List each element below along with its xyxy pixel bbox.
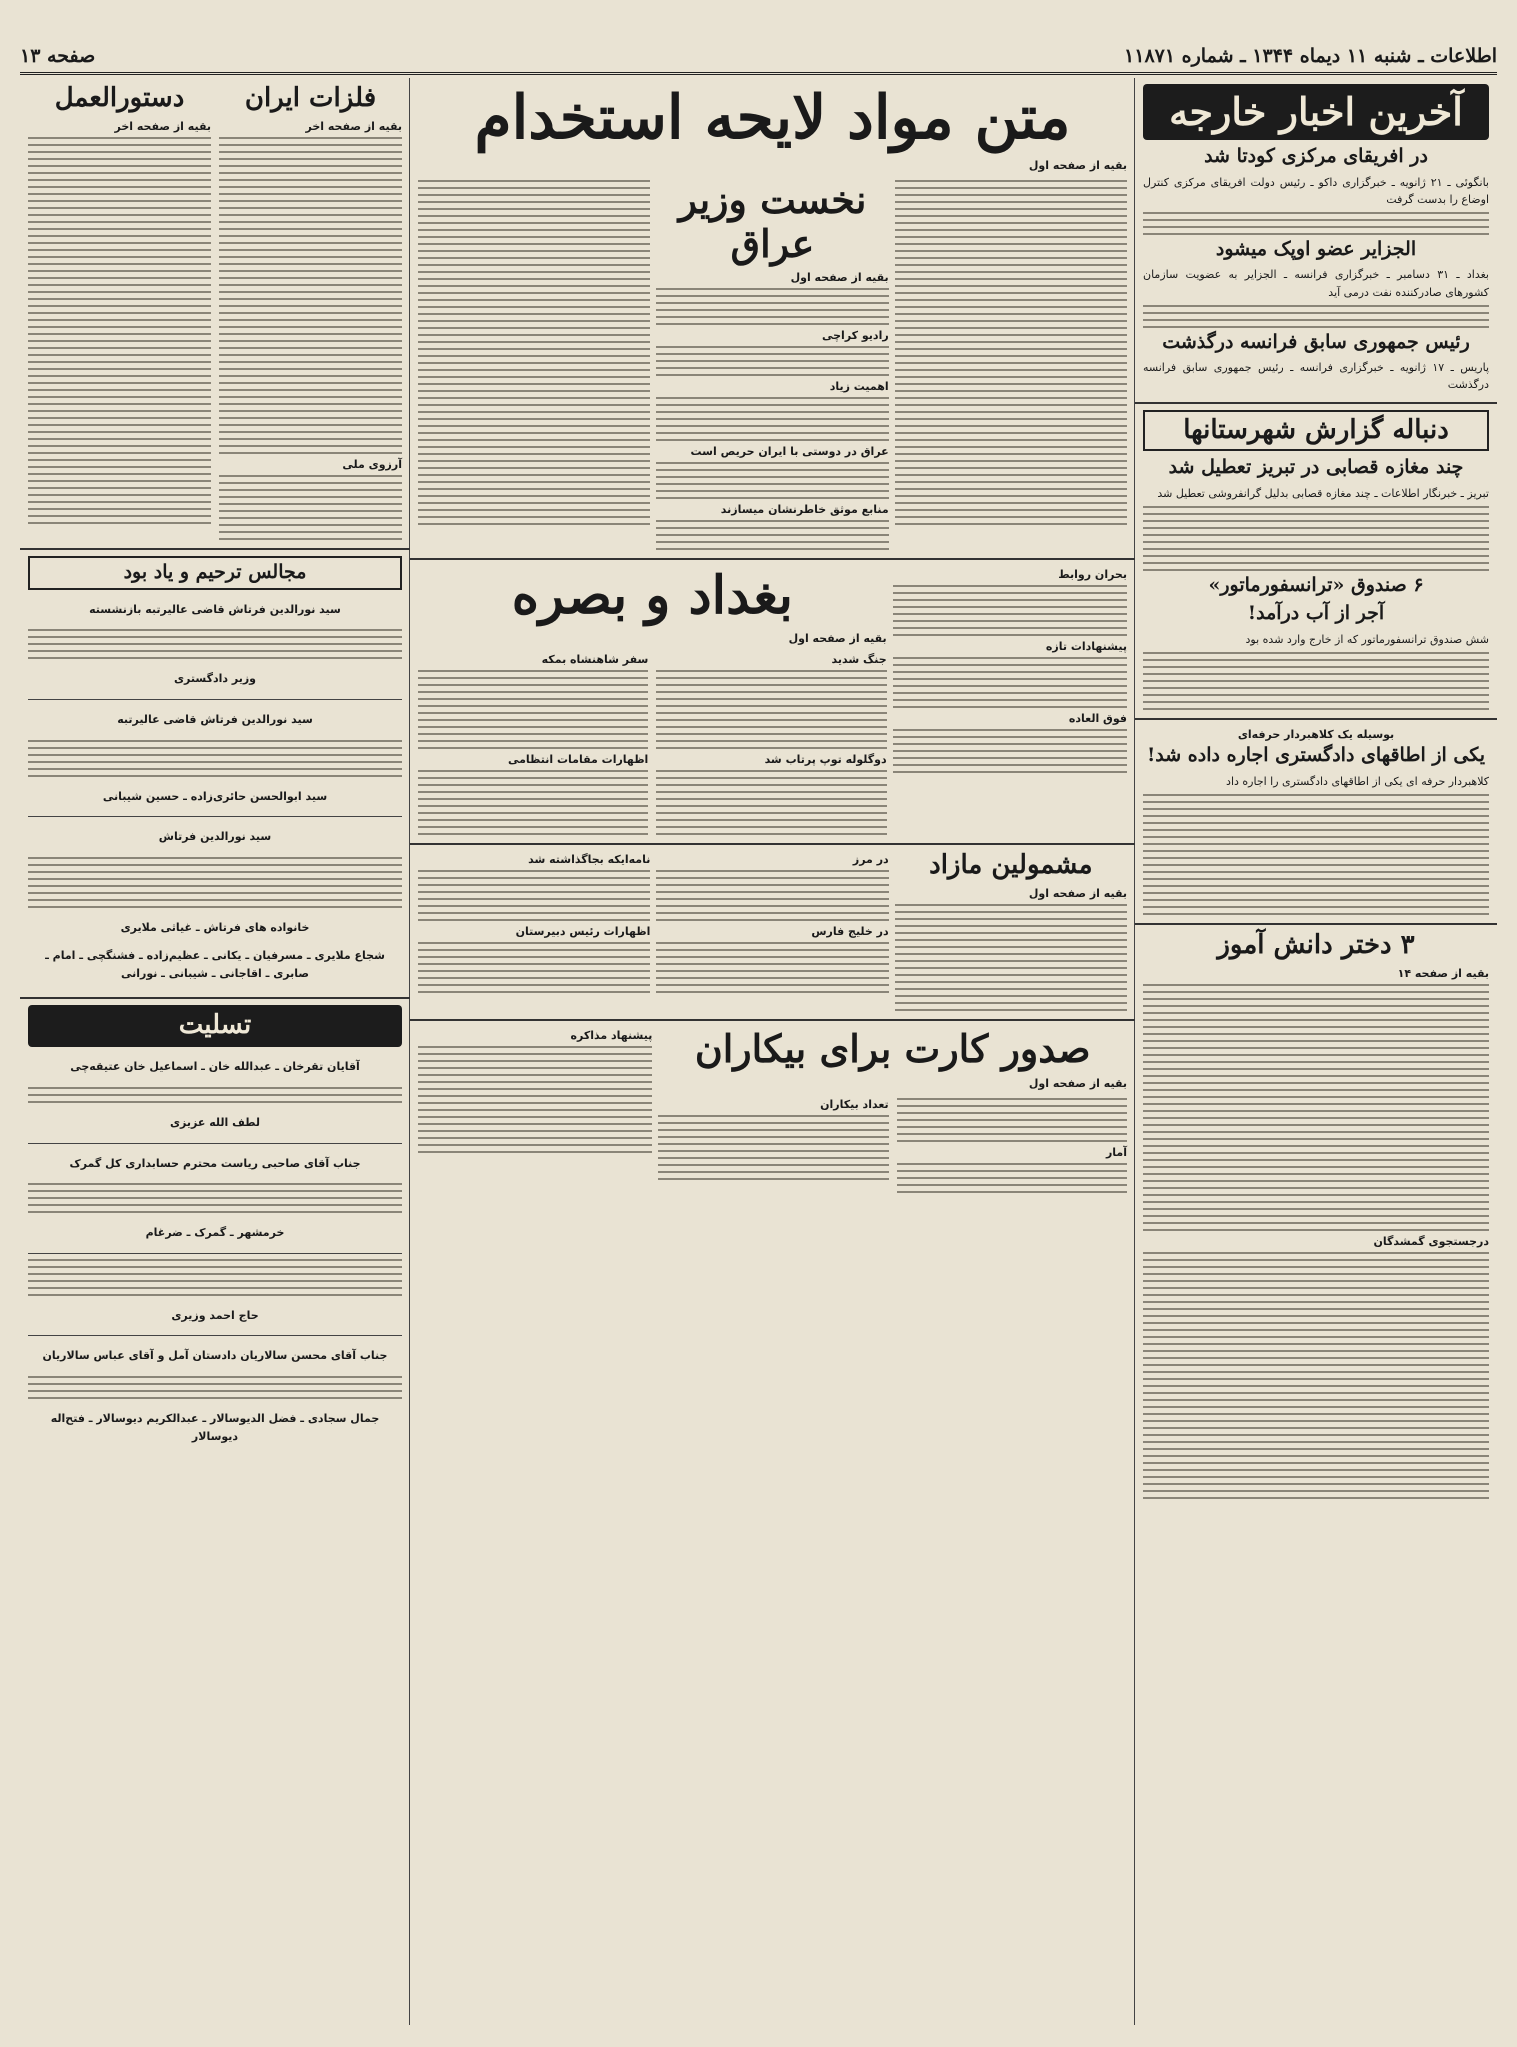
subhead-left-letter: نامه‌ایکه بجاگذاشته شد	[528, 853, 651, 867]
city-reports-header: دنباله گزارش شهرستانها	[1143, 410, 1489, 452]
continued-note: بقیه از صفحه اول	[788, 632, 887, 646]
headline-surplus-conscripts: مشمولین مازاد	[929, 850, 1093, 881]
subhead-reliable-sources: منابع موثق خاطرنشان میسازند	[720, 503, 889, 517]
subhead-two-shells: دوگلوله توپ پرتاب شد	[764, 753, 887, 767]
headline-court-room-rented: یکی از اطاقهای دادگستری اجاره داده شد!	[1146, 744, 1486, 767]
text-lines	[656, 462, 888, 499]
text-lines	[656, 870, 888, 921]
page-number: صفحه ۱۳	[20, 45, 96, 67]
text-lines	[418, 1046, 652, 1153]
subhead-principal: اظهارات رئیس دبیرستان	[515, 925, 651, 939]
subhead-heavy-fighting: جنگ شدید	[831, 653, 887, 667]
text-lines	[895, 180, 1127, 550]
article-court-room: کلاهبردار حرفه ای یکی از اطاقهای دادگستری را اجاره داد	[1226, 774, 1489, 788]
text-lines	[656, 346, 888, 376]
headline-iraq-pm: نخست وزیر عراق	[678, 177, 867, 266]
condolence-names: آقایان تقرخان ـ عبدالله خان ـ اسماعیل خان عتیقه‌چی	[70, 1060, 360, 1074]
text-lines	[895, 904, 1127, 1011]
headline-transformer: ۶ صندوق «ترانسفورماتور»	[1208, 574, 1424, 597]
subhead-stats: آمار	[1105, 1145, 1127, 1159]
text-lines	[28, 1087, 402, 1103]
memorial-notice-2: سید نورالدین فرتاش قاضی عالیرتبه	[117, 712, 313, 726]
headline-three-schoolgirls: ۳ دختر دانش آموز	[1217, 929, 1415, 960]
notice-2-signature: حاج احمد وزیری	[171, 1308, 259, 1322]
continued-note: بقیه از صفحه ۱۴	[1397, 966, 1489, 980]
kicker-fraudster: بوسیله یک کلاهبردار حرفه‌ای	[1237, 728, 1395, 742]
text-lines	[219, 475, 402, 540]
headline-employment-bill: متن مواد لایحه استخدام	[474, 83, 1071, 153]
condolence-header: تسلیت	[28, 1005, 402, 1047]
subhead-persian-gulf: در خلیج فارس	[811, 925, 889, 939]
families-list: شجاع ملایری ـ مسرفیان ـ یکانی ـ عظیم‌زاده ـ فشنگچی ـ امام ـ صابری ـ اقاجانی ـ شیبانی ـ نورانی	[45, 949, 385, 980]
text-lines	[28, 857, 402, 908]
text-lines	[28, 1259, 402, 1296]
masthead	[20, 40, 1497, 75]
text-lines	[418, 870, 650, 921]
notice-salarian-signature: جمال سجادی ـ فضل الدیوسالار ـ عبدالکریم دیوسالار ـ فتح‌اله دیوسالار	[50, 1411, 380, 1443]
text-lines	[1143, 652, 1489, 710]
continued-note: بقیه از صفحه اول	[1028, 1076, 1127, 1090]
text-lines	[1143, 212, 1489, 235]
headline-algeria-opec: الجزایر عضو اوپک میشود	[1215, 237, 1417, 260]
continued-note: بقیه از صفحه اخر	[305, 119, 402, 133]
text-lines	[418, 180, 650, 550]
subhead-extraordinary: فوق العاده	[1068, 712, 1127, 726]
notice-salarian-title: جناب آقای محسن سالاریان دادستان آمل و آقای عباس سالاریان	[42, 1349, 388, 1363]
article-algeria-opec: بغداد ـ ۳۱ دسامبر ـ خبرگزاری فرانسه ـ الجزایر به عضویت سازمان کشورهای صادرکننده نفت درمی آید	[1143, 268, 1489, 299]
headline-iran-metals: فلزات ایران	[244, 83, 377, 113]
text-lines	[418, 942, 650, 993]
subhead-king-mecca: سفر شاهنشاه بمکه	[541, 653, 649, 667]
memorial-2-signature: سید ابوالحسن حائری‌زاده ـ حسین شیبانی	[102, 789, 328, 803]
continued-note: بقیه از صفحه اول	[1028, 159, 1127, 172]
text-lines	[1143, 984, 1489, 1231]
headline-unemployed-cards: صدور کارت برای بیکاران	[694, 1026, 1091, 1072]
text-lines	[219, 137, 402, 454]
text-lines	[656, 670, 886, 749]
text-lines	[1143, 305, 1489, 328]
memorial-header: مجالس ترحیم و یاد بود	[28, 556, 402, 590]
text-lines	[28, 1183, 402, 1213]
article-central-africa: بانگوئی ـ ۲۱ ژانویه ـ خبرگزاری داکو ـ رئیس دولت افریقای مرکزی کنترل اوضاع را بدست گرفت	[1143, 175, 1489, 206]
text-lines	[1143, 1252, 1489, 1499]
families-title: خانواده های فرتاش ـ غیاثی ملایری	[120, 920, 310, 934]
issue-info: اطلاعات ـ شنبه ۱۱ دیماه ۱۳۴۴ ـ شماره ۱۱۸۷۱	[1124, 45, 1497, 67]
text-lines	[28, 740, 402, 777]
text-lines	[656, 520, 888, 550]
text-lines	[28, 1376, 402, 1399]
text-lines	[656, 397, 888, 441]
memorial-notice-3: سید نورالدین فرتاش	[158, 830, 272, 844]
text-lines	[418, 770, 648, 835]
subhead-radio-karachi: رادیو کراچی	[822, 329, 889, 343]
subhead-missing-search: درجستجوی گمشدگان	[1373, 1234, 1489, 1248]
headline-baghdad-basra: بغداد و بصره	[511, 565, 793, 627]
article-transformer: شش صندوق ترانسفورماتور که از خارج وارد شده بود	[1245, 632, 1489, 646]
text-lines	[656, 770, 886, 835]
text-lines	[28, 629, 402, 659]
text-lines	[1143, 506, 1489, 571]
subhead-relations-crisis: بحران روابط	[1058, 568, 1127, 582]
headline-tabriz-butchers: چند مغازه قصابی در تبریز تعطیل شد	[1168, 456, 1464, 479]
continued-note: بقیه از صفحه اول	[1028, 887, 1127, 901]
text-lines	[418, 670, 648, 749]
memorial-1-signature: وزیر دادگستری	[173, 672, 257, 686]
memorial-notice-1: سید نورالدین فرتاش قاضی عالیرتبه بازنشسته	[89, 602, 341, 616]
continued-note: بقیه از صفحه اخر	[114, 119, 211, 133]
article-tabriz-butchers: تبریز ـ خبرنگار اطلاعات ـ چند مغازه قصابی بدلیل گرانفروشی تعطیل شد	[1157, 487, 1489, 501]
text-lines	[658, 1115, 888, 1180]
subhead-border: در مرز	[852, 853, 889, 867]
text-lines	[893, 729, 1127, 773]
article-france-president: پاریس ـ ۱۷ ژانویه ـ خبرگزاری فرانسه ـ رئیس جمهوری سابق فرانسه درگذشت	[1143, 361, 1490, 392]
condolence-signature: لطف الله عزیزی	[169, 1115, 261, 1129]
text-lines	[656, 942, 888, 993]
subhead-new-proposals: پیشنهادات تازه	[1045, 640, 1127, 654]
text-lines	[1143, 794, 1489, 915]
headline-transformer-bricks: آجر از آب درآمد!	[1247, 602, 1385, 625]
foreign-news-header: آخرین اخبار خارجه	[1143, 84, 1489, 140]
text-lines	[893, 585, 1127, 636]
headline-central-africa: در افریقای مرکزی کودتا شد	[1204, 144, 1428, 167]
subhead-importance: اهمیت زیاد	[829, 380, 889, 394]
column-center	[409, 78, 1135, 2025]
subhead-unemployed-count: تعداد بیکاران	[820, 1097, 889, 1111]
subhead-national-wish: آرزوی ملی	[342, 457, 402, 471]
text-lines	[656, 288, 888, 325]
text-lines	[897, 1098, 1127, 1142]
continued-note: بقیه از صفحه اول	[790, 271, 889, 285]
notice-customs-signature: خرمشهر ـ گمرک ـ ضرغام	[145, 1226, 285, 1240]
column-left	[20, 78, 410, 2025]
subhead-negotiation-proposal: پیشنهاد مذاکره	[570, 1029, 653, 1043]
headline-labor-instruction: دستورالعمل	[54, 83, 185, 113]
text-lines	[28, 137, 211, 524]
headline-france-president: رئیس جمهوری سابق فرانسه درگذشت	[1162, 330, 1470, 353]
subhead-security-officials: اظهارات مقامات انتظامی	[507, 753, 649, 767]
subhead-iraq-friendship: عراق در دوستی با ایران حریص است	[690, 445, 889, 459]
notice-customs-title: جناب آقای صاحبی ریاست محترم حسابداری کل گمرک	[69, 1156, 361, 1170]
text-lines	[897, 1163, 1127, 1193]
column-right	[1134, 78, 1497, 2025]
text-lines	[893, 657, 1127, 708]
